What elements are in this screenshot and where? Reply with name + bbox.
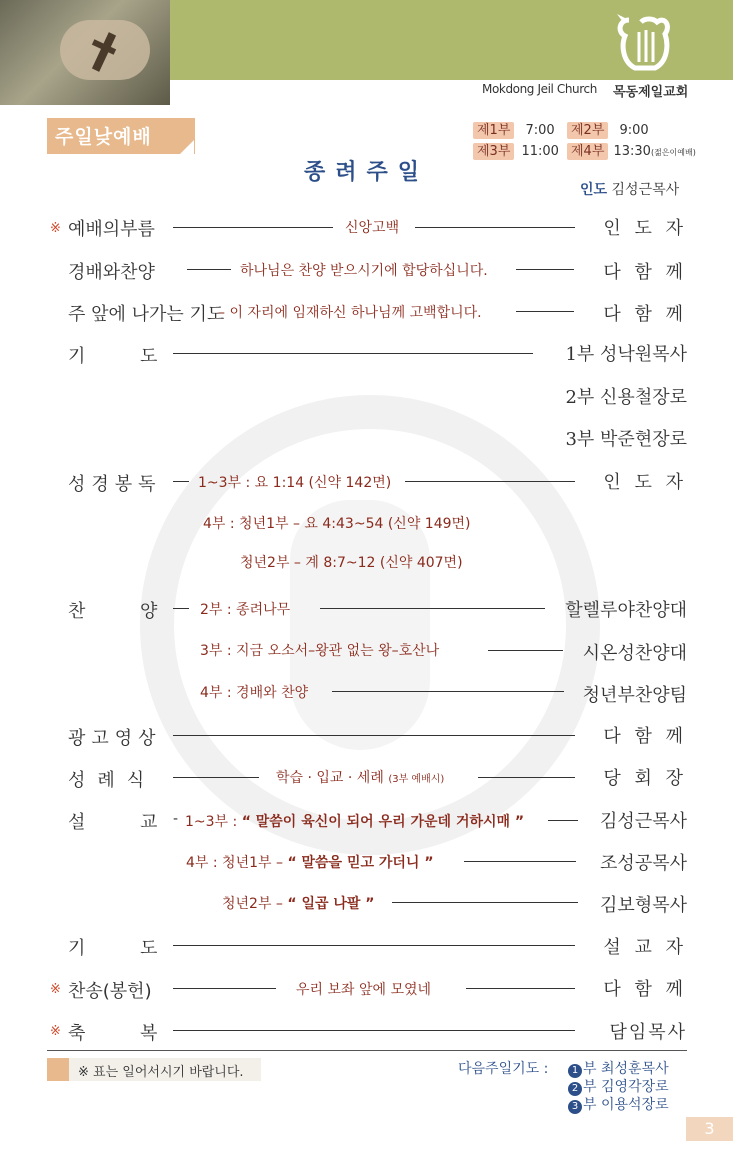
benediction-label-b: 복 <box>140 1023 158 1044</box>
leader-line <box>320 608 545 609</box>
ads-label: 광고영상 <box>68 728 162 749</box>
prayer-label-b: 도 <box>140 346 158 367</box>
anthem-item-2: 3부 : 지금 오소서–왕관 없는 왕–호산나 <box>200 643 440 659</box>
sermon-label-b: 교 <box>140 812 158 833</box>
prayer-right-1: 1부 성낙원목사 <box>565 344 687 365</box>
leader-line <box>516 269 574 270</box>
sermon-right-3: 김보형목사 <box>600 895 687 916</box>
anthem-right-1: 할렐루야찬양대 <box>565 600 687 621</box>
worship-label: 경배와찬양 <box>68 262 155 283</box>
header-photo <box>0 0 170 105</box>
sermon-right-1: 김성근목사 <box>600 811 687 832</box>
anthem-item-1: 2부 : 종려나무 <box>200 602 291 618</box>
stand-note: ※ 표는 일어서시기 바랍니다. <box>78 1065 244 1080</box>
leader-line <box>466 988 575 989</box>
leader-line <box>173 735 575 736</box>
header-banner <box>170 0 733 80</box>
number-badge-icon: 1 <box>568 1064 582 1078</box>
sacrament-right: 당 회 장 <box>603 768 687 789</box>
leader-line <box>415 227 575 228</box>
footer-divider <box>47 1050 687 1051</box>
sermon-right-2: 조성공목사 <box>600 853 687 874</box>
next-prayer-3: 3 부 이용석장로 <box>568 1094 669 1114</box>
approach-label: 주 앞에 나가는 기도 <box>68 304 225 325</box>
leader-line <box>332 691 564 692</box>
sermon-item-3: 청년2부 – “ 일곱 나팔 ” <box>222 896 375 912</box>
leader-line <box>478 777 575 778</box>
leader-line <box>173 945 575 946</box>
hymn-middle: 우리 보좌 앞에 모였네 <box>296 982 432 998</box>
call-middle: 신앙고백 <box>345 220 400 236</box>
worship-middle: 하나님은 찬양 받으시기에 합당하십니다. <box>240 263 488 279</box>
worship-leader: 인도 김성근목사 <box>580 182 680 198</box>
stand-note-marker <box>47 1058 69 1081</box>
call-label: 예배의부름 <box>68 219 155 240</box>
approach-middle: – 이 자리에 임재하신 하나님께 고백합니다. <box>218 305 482 321</box>
leader-line <box>173 777 259 778</box>
church-name-ko: 목동제일교회 <box>613 85 689 100</box>
corner-mark <box>180 140 194 154</box>
sermon-dash: - <box>173 811 179 827</box>
sacrament-label: 성례식 <box>68 770 157 791</box>
ads-right: 다 함 께 <box>603 726 687 747</box>
leader-line <box>173 988 276 989</box>
reading-right: 인 도 자 <box>603 472 687 493</box>
stand-mark: ※ <box>50 982 61 997</box>
service-1: 제1부 7:00 <box>473 119 555 138</box>
number-badge-icon: 2 <box>568 1082 582 1096</box>
next-prayer-1: 1 부 최성훈목사 <box>568 1058 669 1078</box>
prayer-right-3: 3부 박준현장로 <box>565 429 687 450</box>
benediction-right: 담임목사 <box>609 1022 687 1043</box>
anthem-right-3: 청년부찬양팀 <box>582 685 687 706</box>
reading-line-2: 4부 : 청년1부 – 요 4:43~54 (신약 149면) <box>203 516 471 532</box>
hymn-label: 찬송(봉헌) <box>68 981 152 1002</box>
leader-line <box>173 227 333 228</box>
reading-label: 성경봉독 <box>68 474 162 495</box>
reading-line-1: 1~3부 : 요 1:14 (신약 142면) <box>198 475 392 491</box>
sacrament-middle: 학습 · 입교 · 세례 (3부 예배시) <box>276 770 445 786</box>
leader-line <box>405 481 575 482</box>
watermark-lyre-icon <box>290 500 430 750</box>
prayer2-right: 설 교 자 <box>603 937 687 958</box>
next-prayer-2: 2 부 김영각장로 <box>568 1076 669 1096</box>
page-title: 종려주일 <box>303 160 429 185</box>
service-2: 제2부 9:00 <box>567 119 649 138</box>
anthem-item-3: 4부 : 경배와 찬양 <box>200 685 309 701</box>
leader-line <box>173 353 533 354</box>
prayer2-label-a: 기 <box>68 938 86 959</box>
worship-right: 다 함 께 <box>603 262 687 283</box>
sermon-item-2: 4부 : 청년1부 – “ 말씀을 믿고 가더니 ” <box>186 855 434 871</box>
anthem-label-a: 찬 <box>68 601 86 622</box>
leader-line <box>516 311 574 312</box>
prayer-right-2: 2부 신용철장로 <box>565 387 687 408</box>
benediction-label-a: 축 <box>68 1023 86 1044</box>
leader-line <box>187 269 231 270</box>
sermon-item-1: 1~3부 : “ 말씀이 육신이 되어 우리 가운데 거하시매 ” <box>185 814 525 830</box>
lyre-dove-icon <box>615 12 675 76</box>
church-name-en: Mokdong Jeil Church <box>482 82 597 96</box>
leader-line <box>173 1030 575 1031</box>
approach-right: 다 함 께 <box>603 304 687 325</box>
reading-line-3: 청년2부 – 계 8:7~12 (신약 407면) <box>240 555 463 571</box>
leader-line <box>173 481 189 482</box>
service-4: 제4부 13:30(젊은이예배) <box>567 140 696 159</box>
next-prayer-label: 다음주일기도 : <box>458 1061 549 1077</box>
hymn-right: 다 함 께 <box>603 979 687 1000</box>
anthem-right-2: 시온성찬양대 <box>582 643 687 664</box>
service-3: 제3부 11:00 <box>473 140 559 159</box>
anthem-label-b: 양 <box>140 601 158 622</box>
page-number: 3 <box>686 1117 733 1141</box>
stand-mark: ※ <box>50 1024 61 1039</box>
stand-mark: ※ <box>50 221 61 236</box>
prayer-label-a: 기 <box>68 346 86 367</box>
number-badge-icon: 3 <box>568 1100 582 1114</box>
prayer2-label-b: 도 <box>140 938 158 959</box>
call-right: 인 도 자 <box>603 218 687 239</box>
sermon-label-a: 설 <box>68 812 86 833</box>
leader-line <box>173 608 189 609</box>
section-label: 주일낮예배 <box>47 118 195 154</box>
